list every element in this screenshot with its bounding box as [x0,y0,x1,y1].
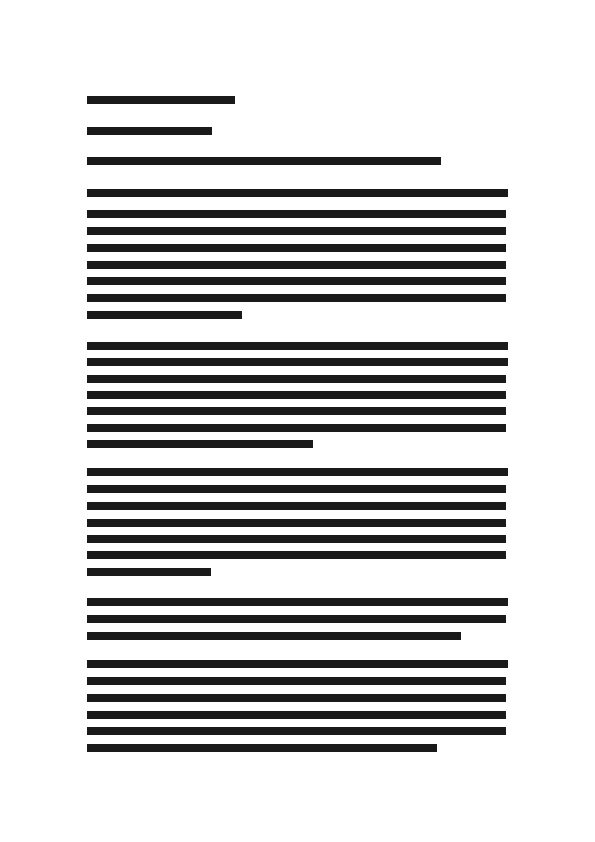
text-line [87,598,508,606]
text-line [87,227,506,235]
text-line [87,244,506,252]
text-line [87,468,508,476]
document-heading-line [87,157,441,165]
text-line [87,440,313,448]
text-line [87,342,508,350]
text-line [87,677,506,685]
text-line [87,535,506,543]
text-line [87,189,508,197]
text-line [87,294,506,302]
text-line [87,632,461,640]
text-line [87,407,506,415]
text-line [87,375,506,383]
text-line [87,519,506,527]
text-line [87,551,506,559]
text-line [87,694,506,702]
text-line [87,311,242,319]
text-line [87,711,506,719]
text-line [87,660,508,668]
text-line [87,727,506,735]
text-line [87,358,508,366]
text-line [87,744,437,752]
text-line [87,210,506,218]
header-line-1 [87,96,235,104]
text-line [87,424,506,432]
text-line [87,277,506,285]
text-line [87,261,506,269]
text-line [87,485,506,493]
header-line-2 [87,127,212,135]
text-line [87,615,506,623]
text-line [87,568,211,576]
text-line [87,502,506,510]
text-line [87,391,506,399]
